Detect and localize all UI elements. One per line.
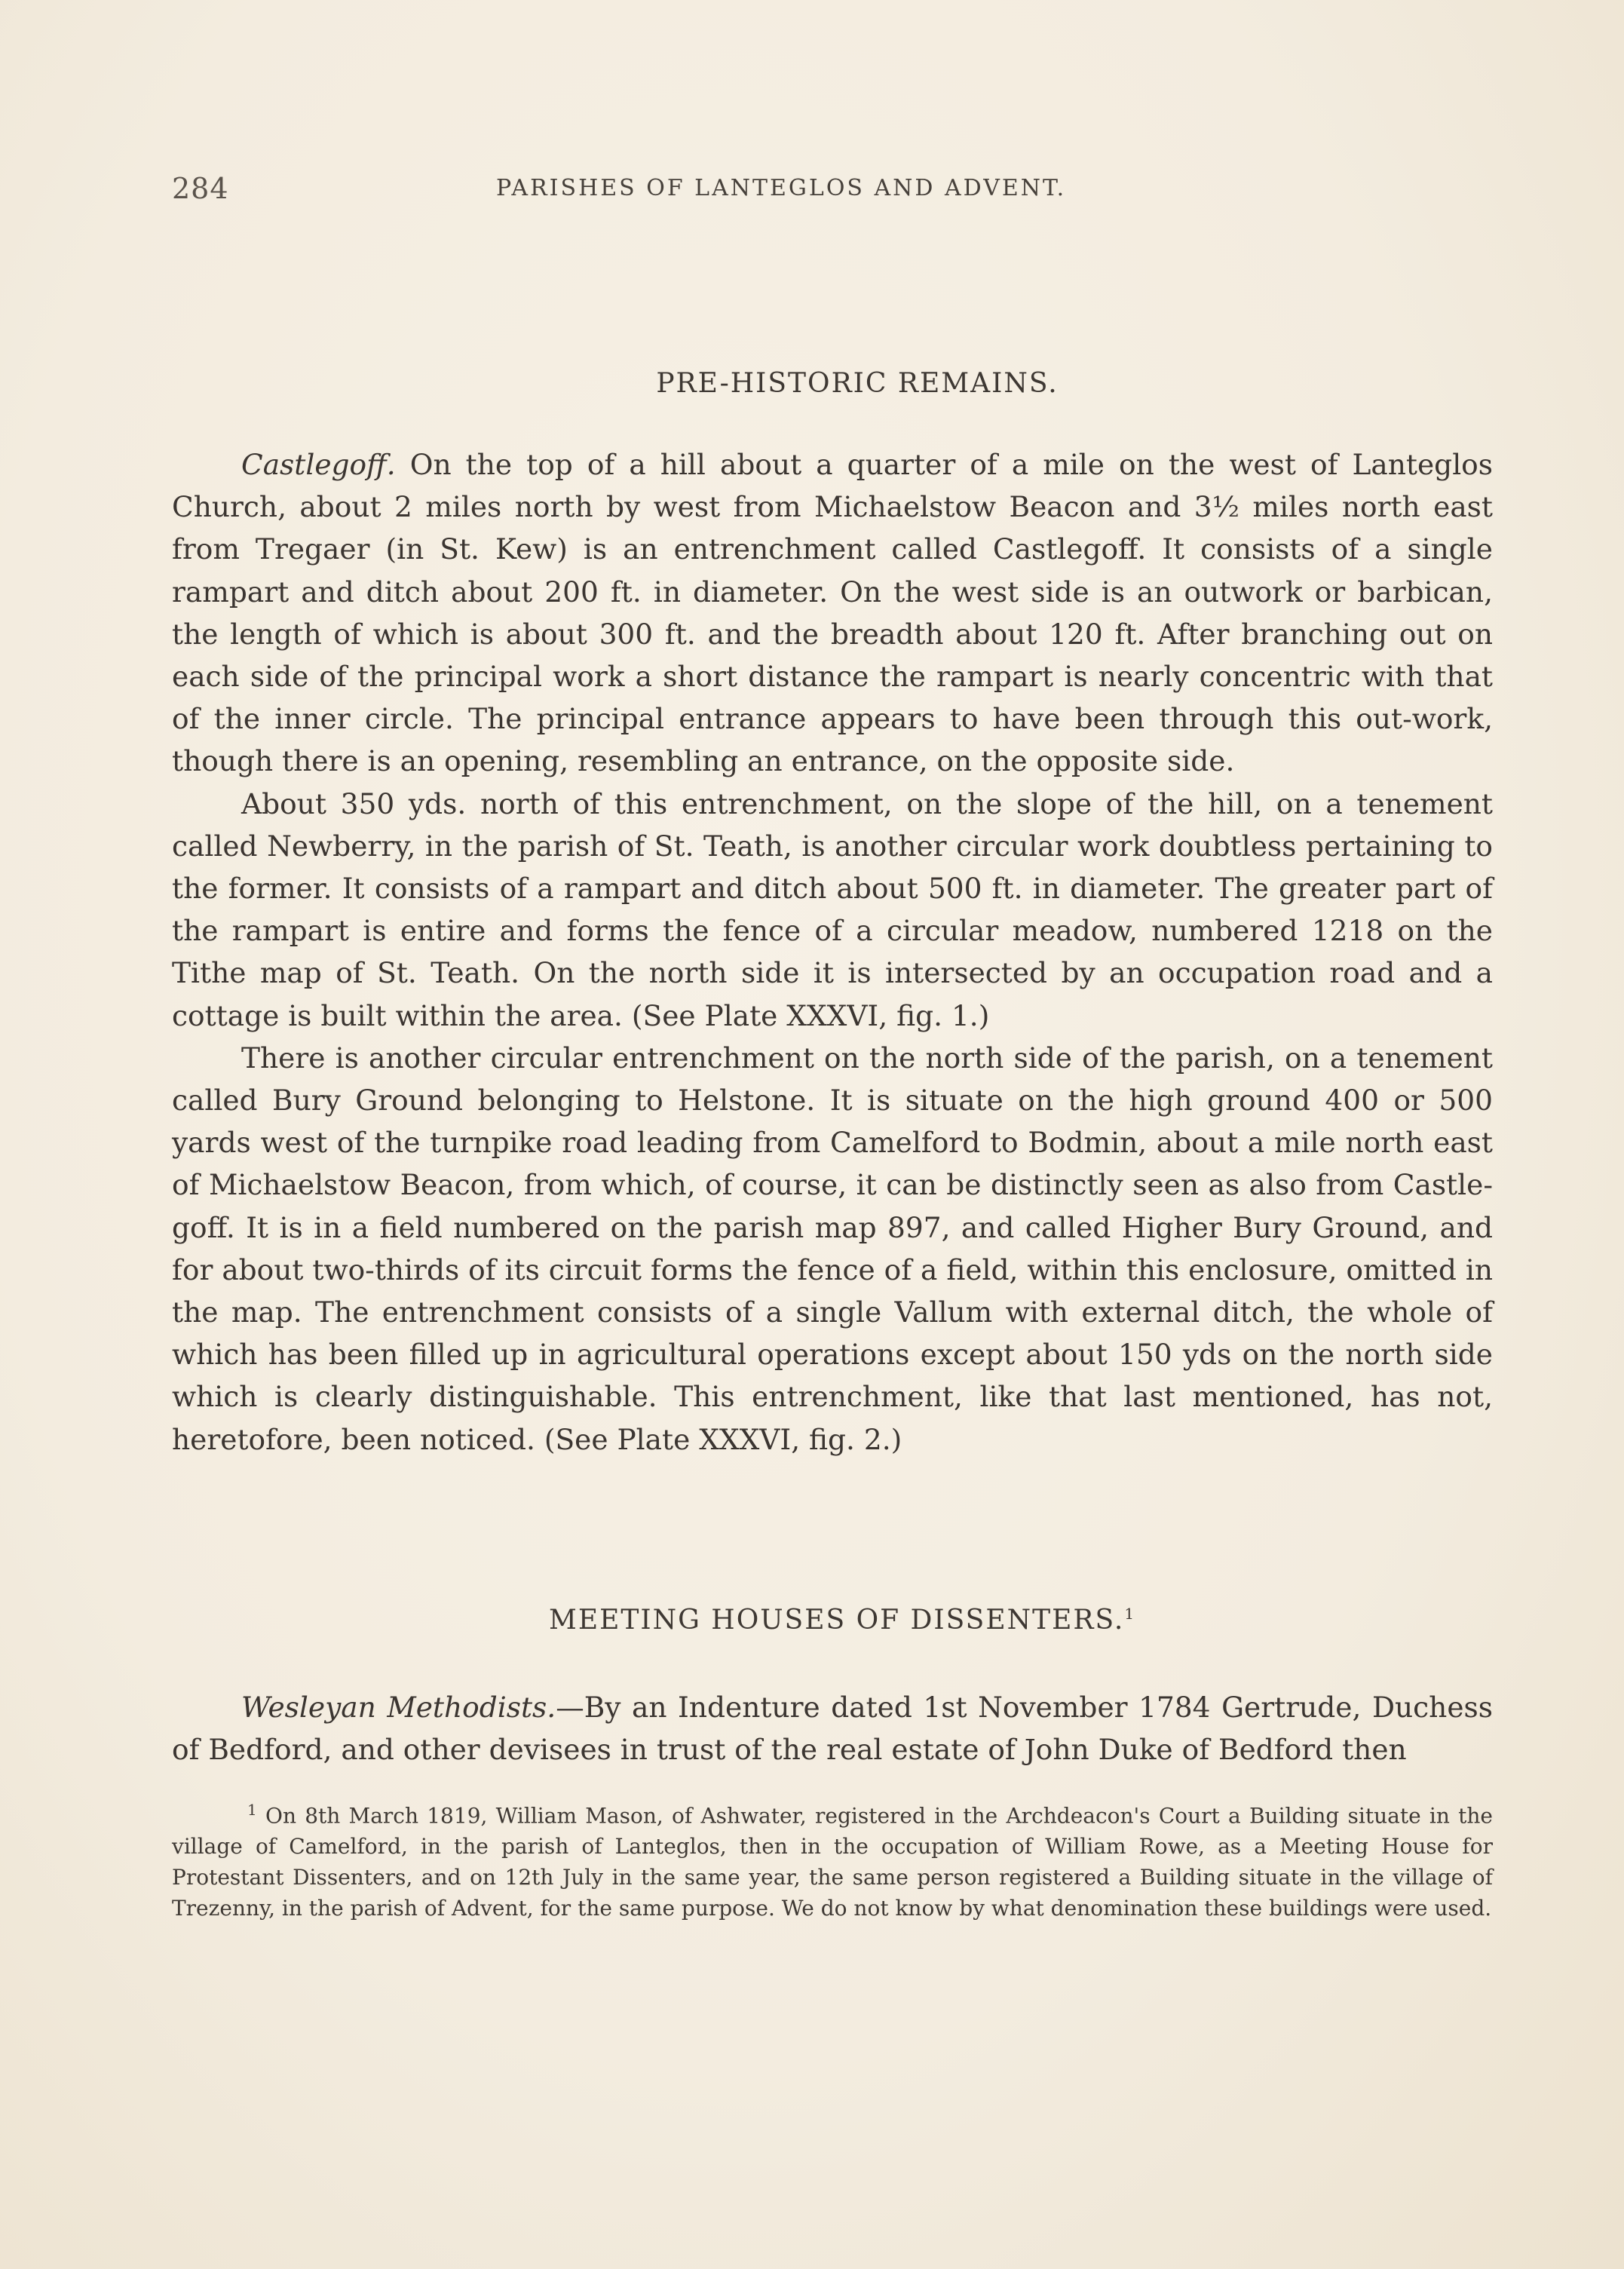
- paragraph-bury-ground: There is another circular entrenchment on the north side of the parish, on a tenement called Bury Ground belonging to Helstone. It is situate on the high ground 400 or 500 yards west of the turnpike road leading from Camelford to Bodmin, about a mile north east of Michaelstow Beacon, from which, of course, it can be distinctly seen as also from Castle-goff. It is in a field numbered on the parish map 897, and called Higher Bury Ground, and for about two-thirds of its circuit forms the fence of a field, within this enclosure, omitted in the map. The entrenchment consists of a single Vallum with external ditch, the whole of which has been filled up in agricultural operations except about 150 yds on the north side which is clearly distinguishable. This entrenchment, like that last mentioned, has not, heretofore, been noticed. (See Plate XXXVI, fig. 2.): [172, 1041, 1493, 1456]
- paragraph-text: On the top of a hill about a quarter of a mile on the west of Lanteglos Church, about 2 miles north by west from Michaelstow Beacon and 3½ miles north east from Tregaer (in St. Kew) is an entrenchment called Castlegoff. It consists of a single rampart and ditch about 200 ft. in diameter. On the west side is an outwork or barbican, the length of which is about 300 ft. and the breadth about 120 ft. After branching out on each side of the principal work a short distance the rampart is nearly concentric with that of the inner circle. The principal entrance appears to have been through this out-work, though there is an opening, resembling an entrance, on the opposite side.: [172, 448, 1494, 778]
- footnote-paragraph: [172, 1795, 1493, 1924]
- running-head: [172, 172, 1499, 210]
- footnote-text: On 8th March 1819, William Mason, of Ashwater, registered in the Archdeacon's Court a Building situate in the village of Camelford, in the parish of Lanteglos, then in the occupation of William Rowe, as a Meeting House for Protestant Dissenters, and on 12th July in the same year, the same person registered a Building situate in the village of Trezenny, in the parish of Advent, for the same purpose. We do not know by what denomination these buildings were used.: [172, 1803, 1493, 1921]
- paragraph-lead-wesleyan: Wesleyan Methodists.: [241, 1691, 556, 1724]
- heading-meeting-houses: [30, 1605, 1624, 1636]
- meeting-section-body: [172, 1686, 1493, 1771]
- paragraph-castlegoff: [172, 443, 1493, 783]
- prehistoric-section-body: [172, 443, 1493, 1461]
- paragraph-newberry: About 350 yds. north of this entrenchment, on the slope of the hill, on a tenement called Newberry, in the parish of St. Teath, is another circular work doubtless pertaining to the former. It consists of a rampart and ditch about 500 ft. in diameter. The greater part of the rampart is entire and forms the fence of a circular meadow, numbered 1218 on the Tithe map of St. Teath. On the north side it is intersected by an occupation road and a cottage is built within the area. (See Plate XXXVI, fig. 1.): [172, 786, 1493, 1032]
- paragraph-wesleyan: [172, 1686, 1493, 1771]
- footnote-reference: 1: [1124, 1605, 1136, 1623]
- paragraph-lead-castlegoff: Castlegoff.: [241, 448, 396, 481]
- page-number: 284: [172, 172, 229, 205]
- running-title: PARISHES OF LANTEGLOS AND ADVENT.: [496, 175, 1067, 201]
- footnote: [172, 1795, 1493, 1924]
- paragraph-text: —By an Indenture dated 1st November 1784 Gertrude, Duchess of Bedford, and other devisees in trust of the real estate of John Duke of Bedford then: [172, 1691, 1493, 1767]
- heading-meeting-houses-text: MEETING HOUSES OF DISSENTERS.: [548, 1605, 1125, 1636]
- heading-prehistoric-remains: PRE-HISTORIC REMAINS.: [656, 368, 1059, 399]
- footnote-mark: 1: [247, 1801, 257, 1819]
